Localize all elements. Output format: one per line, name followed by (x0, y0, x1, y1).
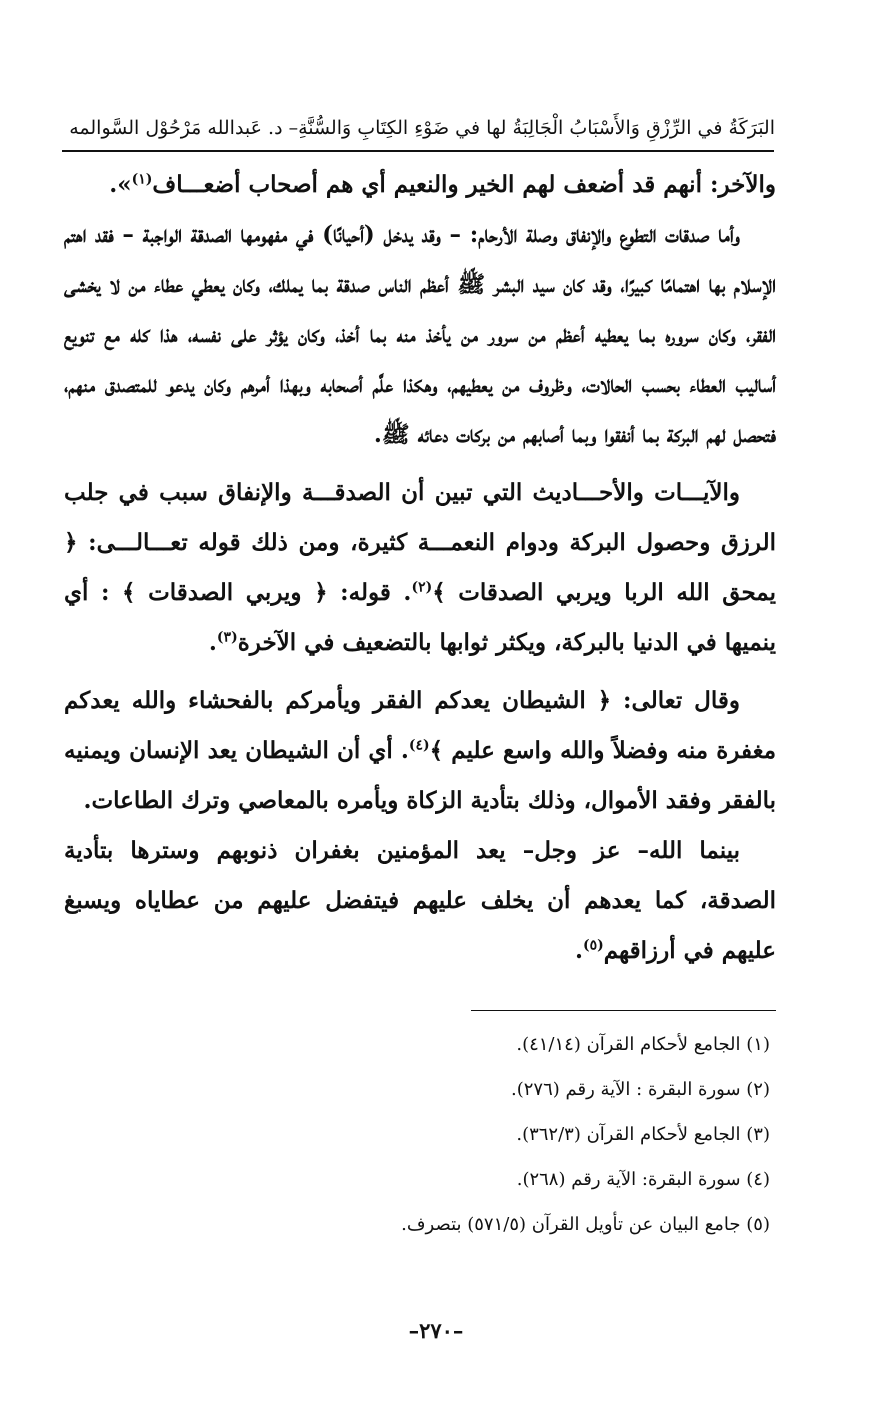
running-title: البَرَكَةُ في الرِّزْقِ وَالأَسْبَابُ الْجَالِبَةُ لها في ضَوْءِ الكِتَابِ وَالسُّنَّةِ– د. عَبدالله مَرْحُوْل السَّوالمه (69, 117, 775, 139)
paragraph-3: والآيـــات والأحـــاديث التي تبين أن الصدقـــة والإنفاق سبب في جلب الرزق وحصول البركة ودوام النعمـــة كثيرة، ومن ذلك قوله تعـــالـــى: ﴿ يمحق الله الربا ويربي الصدقات ﴾$^{(٢)}$. قوله: ﴿ ويربي الصدقات ﴾ : أي ينميها في الدنيا بالبركة، ويكثر ثوابها بالتضعيف في الآخرة$^{(٣)}$. (64, 479, 776, 656)
footnote-ref-4: (٤) (408, 737, 430, 754)
paragraph-5: بينما الله– عز وجل– يعد المؤمنين بغفران ذنوبهم وسترها بتأدية الصدقة، كما يعدهم أن يخلف عليهم فيتفضل عليهم من عطاياه ويسبغ عليهم في أرزاقهم$^{(٥)}$. (64, 837, 776, 964)
footnote-ref-3: (٣) (216, 629, 238, 646)
paragraph-2: وأما صدقات التطوع والإنفاق وصلة الأرحام: – وقد يدخل (أحيانًا) في مفهومها الصدقة الواجبة – فقد اهتم الإسلام بها اهتمامًا كبيرًا، وقد كان سيد البشر ﷺ أعظم الناس صدقة بما يملك، وكان يعطي عطاء من لا يخشى الفقر، وكان سروره بما يعطيه أعظم من سرور من يأخذ منه بما أخذ، وكان يؤثر على نفسه، هذا كله مع تنويع أساليب العطاء بحسب الحالات، وظروف من يعطيهم، وهكذا علَّم أصحابه وبهذا أمرهم وكان يدعو للمتصدق منهم، فتحصل لهم البركة بما أنفقوا وبما أصابهم من بركات دعائه ﷺ. (64, 221, 776, 448)
main-text (64, 160, 776, 976)
paragraph-4: وقال تعالى: ﴿ الشيطان يعدكم الفقر ويأمركم بالفحشاء والله يعدكم مغفرة منه وفضلاً والله واسع عليم ﴾$^{(٤)}$. أي أن الشيطان يعد الإنسان ويمنيه بالفقر وفقد الأموال، وذلك بتأدية الزكاة ويأمره بالمعاصي وترك الطاعات. (64, 687, 777, 814)
footnote-divider (471, 1010, 776, 1011)
footnote-ref-2: (٢) (411, 579, 433, 596)
footnote-1: (١) الجامع لأحكام القرآن (٤١/١٤). (516, 1034, 770, 1055)
footnote-5: (٥) جامع البيان عن تأويل القرآن (٥٧١/٥) بتصرف. (401, 1214, 770, 1235)
footnote-3: (٣) الجامع لأحكام القرآن (٣٦٢/٣). (516, 1124, 770, 1145)
running-header (69, 112, 775, 144)
footnotes (300, 1022, 770, 1247)
paragraph-1: والآخر: أنهم قد أضعف لهم الخير والنعيم أي هم أصحاب أضعـــاف$^{(١)}$». (109, 171, 776, 198)
footnote-ref-5: (٥) (582, 937, 604, 954)
footnote-2: (٢) سورة البقرة : الآية رقم (٢٧٦). (511, 1079, 770, 1100)
header-divider (62, 150, 774, 152)
footnote-ref-1: (١) (131, 171, 153, 188)
footnote-4: (٤) سورة البقرة: الآية رقم (٢٦٨). (516, 1169, 770, 1190)
page-number: –٢٧٠– (408, 1318, 464, 1343)
